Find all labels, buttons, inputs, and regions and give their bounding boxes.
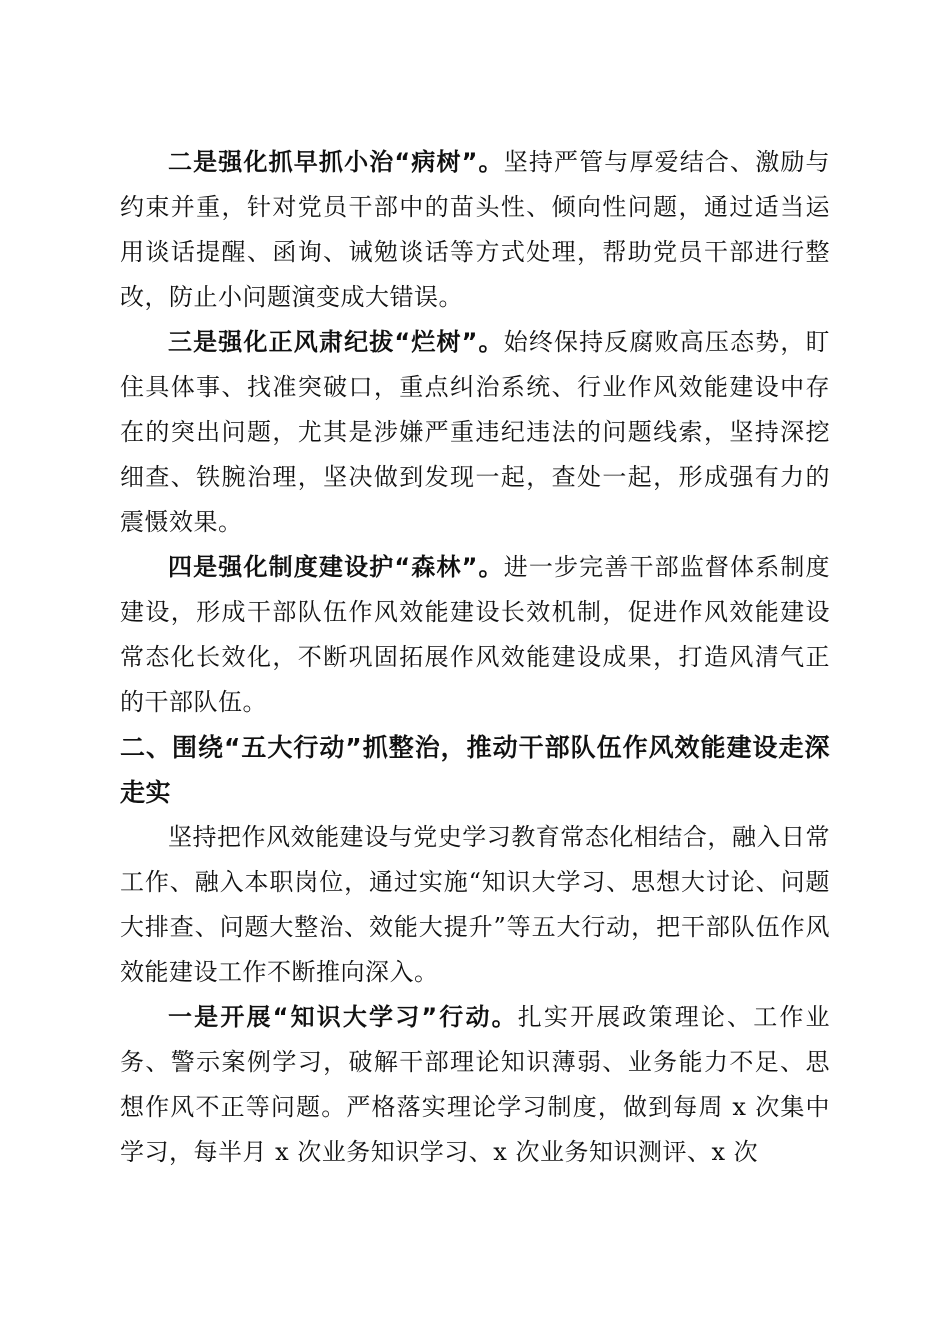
paragraph-second-measure bbox=[120, 140, 830, 320]
section-intro-paragraph: 坚持把作风效能建设与党史学习教育常态化相结合，融入日常工作、融入本职岗位，通过实施“知识大学习、思想大讨论、问题大排查、问题大整治、效能大提升”等五大行动，把干部队伍作风效能建设工作不断推向深入。 bbox=[120, 823, 830, 986]
paragraph-text: 进一步完善干部监督体系制度建设，形成干部队伍作风效能建设长效机制，促进作风效能建设常态化长效化，不断巩固拓展作风效能建设成果，打造风清气正的干部队伍。 bbox=[120, 553, 831, 716]
paragraph-text: 坚持严管与厚爱结合、激励与约束并重，针对党员干部中的苗头性、倾向性问题，通过适当运用谈话提醒、函询、诫勉谈话等方式处理，帮助党员干部进行整改，防止小问题演变成大错误。 bbox=[120, 148, 831, 311]
paragraph-lead: 三是强化正风肃纪拔“烂树”。 bbox=[168, 328, 504, 356]
paragraph-lead: 二是强化抓早抓小治“病树”。 bbox=[168, 148, 504, 176]
section-heading: 二、围绕“五大行动”抓整治，推动干部队伍作风效能建设走深走实 bbox=[120, 733, 830, 807]
paragraph-lead: 四是强化制度建设护“森林”。 bbox=[168, 553, 504, 581]
paragraph-action-one bbox=[120, 995, 830, 1175]
paragraph-text: 扎实开展政策理论、工作业务、警示案例学习，破解干部理论知识薄弱、业务能力不足、思想作风不正等问题。严格落实理论学习制度，做到每周 x 次集中学习，每半月 x 次业务知识学习、x 次业务知识测评、x 次 bbox=[120, 1003, 831, 1166]
paragraph-text: 始终保持反腐败高压态势，盯住具体事、找准突破口，重点纠治系统、行业作风效能建设中存在的突出问题，尤其是涉嫌严重违纪违法的问题线索，坚持深挖细查、铁腕治理，坚决做到发现一起，查处一起，形成强有力的震慑效果。 bbox=[120, 328, 831, 536]
paragraph-fourth-measure bbox=[120, 545, 830, 725]
paragraph-lead: 一是开展“知识大学习”行动。 bbox=[168, 1003, 518, 1031]
document-body bbox=[120, 140, 830, 1175]
paragraph-third-measure bbox=[120, 320, 830, 545]
